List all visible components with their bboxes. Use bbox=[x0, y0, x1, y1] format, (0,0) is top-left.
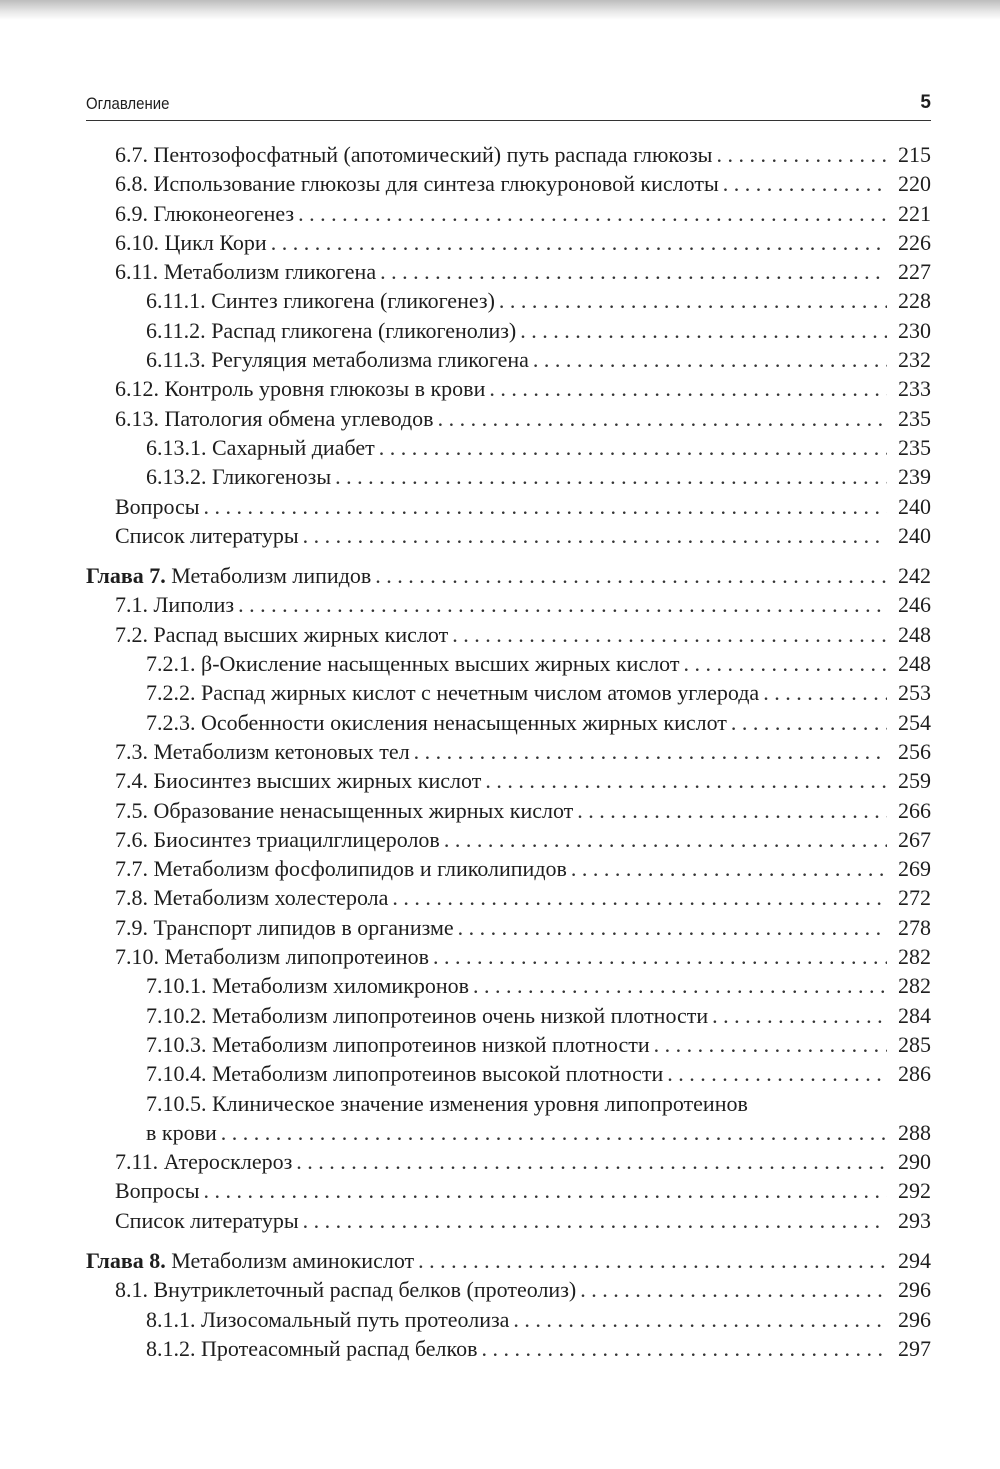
dot-leader bbox=[221, 1118, 887, 1147]
toc-entry-title: Регуляция метаболизма гликогена bbox=[211, 347, 529, 373]
toc-entry-text bbox=[115, 796, 573, 825]
dot-leader bbox=[418, 1246, 887, 1275]
toc-entry-text bbox=[115, 404, 434, 433]
toc-entry-page: 269 bbox=[898, 856, 931, 882]
toc-entry-title: Использование глюкозы для синтеза глюкуроновой кислоты bbox=[153, 171, 719, 197]
toc-entry-text bbox=[146, 1305, 509, 1334]
toc-entry-text bbox=[115, 228, 267, 257]
toc-entry-number: 6.7. bbox=[115, 142, 148, 167]
toc-entry-page: 242 bbox=[898, 563, 931, 589]
toc-entry-page: 266 bbox=[898, 797, 931, 823]
toc-entry-page: 221 bbox=[898, 200, 931, 226]
toc-entry-number: 7.2.1. bbox=[146, 651, 196, 677]
toc-entry-title: Патология обмена углеводов bbox=[164, 405, 434, 431]
toc-entry-number: 8.1. bbox=[115, 1277, 148, 1303]
dot-leader bbox=[473, 971, 887, 1000]
toc-entry-page: 226 bbox=[898, 229, 931, 255]
toc-entry-title: Синтез гликогена (гликогенез) bbox=[211, 288, 495, 314]
toc-entry bbox=[86, 345, 931, 374]
toc-entry-page: 228 bbox=[898, 288, 931, 314]
toc-entry-title: Вопросы bbox=[115, 1178, 200, 1204]
dot-leader bbox=[533, 345, 887, 374]
table-of-contents bbox=[86, 140, 931, 1363]
toc-entry-number: 7.2.2. bbox=[146, 680, 196, 706]
toc-entry bbox=[86, 1334, 931, 1363]
toc-entry-title: Список литературы bbox=[115, 1207, 299, 1233]
dot-leader bbox=[485, 766, 887, 795]
toc-entry-text bbox=[86, 1246, 414, 1275]
toc-entry-text bbox=[146, 433, 375, 462]
toc-entry-page: 286 bbox=[898, 1061, 931, 1087]
dot-leader bbox=[335, 462, 887, 491]
toc-entry-text bbox=[115, 737, 410, 766]
toc-entry bbox=[86, 404, 931, 433]
toc-entry-text bbox=[146, 708, 727, 737]
toc-entry-title: Метаболизм хиломикронов bbox=[212, 973, 470, 999]
toc-entry bbox=[86, 1089, 931, 1118]
toc-entry-text bbox=[146, 1089, 748, 1118]
toc-entry-page: 256 bbox=[898, 738, 931, 764]
toc-entry-number: 6.13.1. bbox=[146, 434, 207, 460]
toc-entry bbox=[86, 257, 931, 286]
toc-entry-number: 7.3. bbox=[115, 738, 148, 764]
toc-entry-text bbox=[115, 913, 454, 942]
toc-entry-title: Особенности окисления ненасыщенных жирных кислот bbox=[201, 709, 727, 735]
toc-entry-number: 6.11. bbox=[115, 259, 159, 285]
toc-entry-title: Биосинтез триацилглицеролов bbox=[153, 826, 440, 852]
toc-entry-number: 6.8. bbox=[115, 171, 148, 197]
toc-entry-number: 6.10. bbox=[115, 229, 159, 255]
dot-leader bbox=[375, 561, 887, 590]
toc-entry-page: 233 bbox=[898, 376, 931, 402]
toc-entry bbox=[86, 1176, 931, 1205]
toc-entry-title: Образование ненасыщенных жирных кислот bbox=[153, 797, 574, 823]
dot-leader bbox=[763, 678, 887, 707]
toc-entry-text bbox=[115, 590, 234, 619]
dot-leader bbox=[379, 433, 887, 462]
toc-entry-page: 290 bbox=[898, 1149, 931, 1175]
dot-leader bbox=[723, 169, 887, 198]
toc-entry-title: Биосинтез высших жирных кислот bbox=[153, 768, 482, 794]
toc-entry-text bbox=[115, 766, 481, 795]
toc-entry-page: 248 bbox=[898, 651, 931, 677]
dot-leader bbox=[571, 854, 887, 883]
page-number: 5 bbox=[920, 92, 931, 113]
dot-leader bbox=[392, 883, 887, 912]
toc-entry-number: 6.13. bbox=[115, 405, 159, 431]
toc-entry-page: 296 bbox=[898, 1277, 931, 1303]
toc-entry-title: Сахарный диабет bbox=[212, 434, 375, 460]
dot-leader bbox=[499, 286, 887, 315]
toc-entry bbox=[86, 883, 931, 912]
toc-entry bbox=[86, 620, 931, 649]
toc-entry-title: Список литературы bbox=[115, 522, 299, 548]
toc-entry-title: Распад жирных кислот с нечетным числом атомов углерода bbox=[201, 680, 760, 706]
toc-entry-text bbox=[146, 286, 495, 315]
dot-leader bbox=[489, 374, 887, 403]
dot-leader bbox=[296, 1147, 887, 1176]
toc-entry-number: 7.10.2. bbox=[146, 1002, 207, 1028]
toc-entry bbox=[86, 1275, 931, 1304]
dot-leader bbox=[303, 521, 887, 550]
dot-leader bbox=[380, 257, 887, 286]
toc-entry-number: 8.1.2. bbox=[146, 1335, 196, 1361]
dot-leader bbox=[654, 1030, 887, 1059]
toc-entry-page: 282 bbox=[898, 973, 931, 999]
toc-entry-text bbox=[115, 1176, 200, 1205]
dot-leader bbox=[481, 1334, 887, 1363]
toc-entry-number: 7.10. bbox=[115, 944, 159, 970]
toc-entry-text bbox=[115, 620, 448, 649]
dot-leader bbox=[452, 620, 887, 649]
toc-entry bbox=[86, 199, 931, 228]
toc-entry-page: 278 bbox=[898, 914, 931, 940]
dot-leader bbox=[298, 199, 887, 228]
toc-entry bbox=[86, 854, 931, 883]
toc-entry bbox=[86, 521, 931, 550]
toc-entry bbox=[86, 228, 931, 257]
toc-entry-title: Клиническое значение изменения уровня липопротеинов bbox=[212, 1090, 748, 1116]
dot-leader bbox=[204, 492, 887, 521]
dot-leader bbox=[271, 228, 887, 257]
toc-entry-page: 240 bbox=[898, 493, 931, 519]
toc-entry-page: 246 bbox=[898, 592, 931, 618]
toc-entry bbox=[86, 971, 931, 1000]
toc-entry-text bbox=[115, 883, 388, 912]
toc-entry-text bbox=[115, 825, 440, 854]
toc-entry-number: 6.11.1. bbox=[146, 288, 206, 314]
toc-entry-text bbox=[146, 649, 680, 678]
toc-chapter-entry bbox=[86, 1246, 931, 1275]
toc-entry-number: 7.10.3. bbox=[146, 1031, 207, 1057]
toc-entry bbox=[86, 169, 931, 198]
toc-entry-page: 220 bbox=[898, 171, 931, 197]
toc-entry bbox=[86, 1147, 931, 1176]
toc-entry-page: 232 bbox=[898, 347, 931, 373]
dot-leader bbox=[580, 1275, 887, 1304]
toc-entry-title: Метаболизм липопротеинов bbox=[164, 944, 429, 970]
toc-entry bbox=[86, 825, 931, 854]
toc-entry-title: Гликогенозы bbox=[212, 464, 332, 490]
toc-entry-title: Контроль уровня глюкозы в крови bbox=[164, 376, 486, 402]
dot-leader bbox=[520, 316, 887, 345]
toc-entry-text bbox=[146, 1001, 708, 1030]
toc-entry-page: 288 bbox=[898, 1119, 931, 1145]
dot-leader bbox=[444, 825, 887, 854]
toc-entry-number: 8.1.1. bbox=[146, 1306, 196, 1332]
toc-entry-number: Глава 7. bbox=[86, 563, 166, 589]
dot-leader bbox=[684, 649, 887, 678]
toc-entry-page: 248 bbox=[898, 621, 931, 647]
toc-entry-title: Метаболизм липопротеинов низкой плотности bbox=[212, 1031, 650, 1057]
toc-entry-title: Метаболизм гликогена bbox=[163, 259, 377, 285]
toc-entry-text bbox=[115, 374, 485, 403]
toc-entry-page: 259 bbox=[898, 768, 931, 794]
toc-entry-title: Внутриклеточный распад белков (протеолиз) bbox=[153, 1277, 577, 1303]
toc-entry-title: Метаболизм липидов bbox=[171, 563, 372, 589]
toc-entry-text bbox=[146, 1030, 650, 1059]
toc-entry-page: 227 bbox=[898, 259, 931, 285]
toc-entry-number: 6.11.2. bbox=[146, 317, 206, 343]
toc-entry bbox=[86, 649, 931, 678]
toc-entry-page: 239 bbox=[898, 464, 931, 490]
toc-entry bbox=[86, 433, 931, 462]
dot-leader bbox=[303, 1206, 887, 1235]
toc-entry-title: в крови bbox=[146, 1119, 217, 1145]
toc-entry bbox=[86, 462, 931, 491]
toc-entry-page: 253 bbox=[898, 680, 931, 706]
toc-entry-number: 7.4. bbox=[115, 768, 148, 794]
toc-entry-page: 297 bbox=[898, 1335, 931, 1361]
toc-entry-title: Распад гликогена (гликогенолиз) bbox=[211, 317, 517, 343]
toc-entry-page: 235 bbox=[898, 405, 931, 431]
toc-entry-number: 7.10.4. bbox=[146, 1061, 207, 1087]
toc-entry-number: 7.1. bbox=[115, 592, 148, 618]
toc-entry-text bbox=[115, 199, 294, 228]
toc-entry-text bbox=[115, 492, 200, 521]
toc-entry bbox=[86, 678, 931, 707]
toc-entry-page: 272 bbox=[898, 885, 931, 911]
dot-leader bbox=[577, 796, 887, 825]
toc-entry-text bbox=[86, 561, 371, 590]
toc-entry-page: 284 bbox=[898, 1002, 931, 1028]
toc-entry bbox=[86, 1059, 931, 1088]
toc-entry-title: Протеасомный распад белков bbox=[201, 1335, 478, 1361]
toc-entry-page: 240 bbox=[898, 522, 931, 548]
toc-entry bbox=[86, 1206, 931, 1235]
toc-entry-title: Пентозофосфатный (апотомический) путь распада глюкозы bbox=[153, 142, 713, 167]
toc-entry-number: 6.13.2. bbox=[146, 464, 207, 490]
running-header bbox=[86, 90, 931, 121]
toc-entry-title: Вопросы bbox=[115, 493, 200, 519]
toc-entry-text bbox=[115, 521, 299, 550]
dot-leader bbox=[731, 708, 887, 737]
toc-entry-page: 296 bbox=[898, 1306, 931, 1332]
running-header-title: Оглавление bbox=[86, 94, 170, 113]
toc-chapter-entry bbox=[86, 561, 931, 590]
toc-entry-title: Липолиз bbox=[153, 592, 235, 618]
toc-entry bbox=[86, 796, 931, 825]
toc-entry-text bbox=[146, 316, 516, 345]
toc-entry bbox=[86, 1305, 931, 1334]
toc-entry-text bbox=[115, 1275, 576, 1304]
toc-entry-text bbox=[146, 462, 331, 491]
toc-entry-text bbox=[146, 678, 759, 707]
dot-leader bbox=[433, 942, 887, 971]
dot-leader bbox=[458, 913, 887, 942]
toc-entry bbox=[86, 286, 931, 315]
toc-entry-page: 282 bbox=[898, 944, 931, 970]
toc-entry-title: Метаболизм холестерола bbox=[153, 885, 389, 911]
toc-entry bbox=[86, 708, 931, 737]
toc-entry-title: Распад высших жирных кислот bbox=[153, 621, 449, 647]
toc-entry-title: Цикл Кори bbox=[164, 229, 267, 255]
toc-entry bbox=[86, 374, 931, 403]
toc-entry-page: 254 bbox=[898, 709, 931, 735]
toc-entry-text bbox=[115, 169, 719, 198]
toc-entry-title: Метаболизм липопротеинов очень низкой плотности bbox=[212, 1002, 709, 1028]
toc-entry-number: 7.10.5. bbox=[146, 1090, 207, 1116]
toc-entry-text bbox=[115, 1206, 299, 1235]
toc-entry bbox=[86, 913, 931, 942]
toc-entry-number: 6.11.3. bbox=[146, 347, 206, 373]
toc-entry-title: Глюконеогенез bbox=[153, 200, 295, 226]
toc-entry-page: 215 bbox=[898, 142, 931, 167]
toc-entry-page: 230 bbox=[898, 317, 931, 343]
toc-entry-number: 7.8. bbox=[115, 885, 148, 911]
toc-entry-page: 292 bbox=[898, 1178, 931, 1204]
scan-edge-shadow bbox=[0, 0, 1000, 20]
toc-entry bbox=[86, 590, 931, 619]
dot-leader bbox=[513, 1305, 887, 1334]
toc-entry-number: 7.10.1. bbox=[146, 973, 207, 999]
toc-entry-text bbox=[146, 971, 469, 1000]
toc-entry-text bbox=[115, 854, 567, 883]
toc-entry-title: β-Окисление насыщенных высших жирных кислот bbox=[201, 651, 680, 677]
toc-entry-text bbox=[146, 1118, 217, 1147]
toc-entry-page: 293 bbox=[898, 1207, 931, 1233]
toc-entry-text bbox=[115, 942, 429, 971]
toc-entry-title: Атеросклероз bbox=[163, 1149, 293, 1175]
dot-leader bbox=[414, 737, 887, 766]
toc-entry bbox=[86, 1118, 931, 1147]
toc-entry-number: 7.9. bbox=[115, 914, 148, 940]
dot-leader bbox=[238, 590, 887, 619]
toc-entry-number: 7.6. bbox=[115, 826, 148, 852]
toc-entry-text bbox=[115, 257, 376, 286]
dot-leader bbox=[204, 1176, 887, 1205]
toc-entry-title: Метаболизм кетоновых тел bbox=[153, 738, 410, 764]
toc-entry-number: 6.9. bbox=[115, 200, 148, 226]
toc-entry-number: 7.2. bbox=[115, 621, 148, 647]
toc-entry-text bbox=[146, 1059, 663, 1088]
toc-entry-text bbox=[146, 345, 529, 374]
toc-entry-page: 235 bbox=[898, 434, 931, 460]
toc-entry-number: 7.5. bbox=[115, 797, 148, 823]
toc-entry-page: 294 bbox=[898, 1247, 931, 1273]
toc-entry bbox=[86, 1030, 931, 1059]
toc-entry-title: Метаболизм фосфолипидов и гликолипидов bbox=[153, 856, 567, 882]
toc-entry bbox=[86, 316, 931, 345]
dot-leader bbox=[438, 404, 887, 433]
toc-entry-text bbox=[146, 1334, 477, 1363]
dot-leader bbox=[716, 140, 887, 169]
toc-entry-page: 285 bbox=[898, 1031, 931, 1057]
toc-entry-title: Метаболизм липопротеинов высокой плотности bbox=[212, 1061, 664, 1087]
toc-entry bbox=[86, 1001, 931, 1030]
toc-entry-number: 6.12. bbox=[115, 376, 159, 402]
toc-entry bbox=[86, 942, 931, 971]
toc-entry-title: Метаболизм аминокислот bbox=[171, 1247, 415, 1273]
toc-entry-text bbox=[115, 1147, 292, 1176]
toc-entry bbox=[86, 766, 931, 795]
toc-entry bbox=[86, 492, 931, 521]
toc-entry-number: 7.2.3. bbox=[146, 709, 196, 735]
toc-entry bbox=[86, 140, 931, 169]
toc-entry bbox=[86, 737, 931, 766]
toc-entry-title: Транспорт липидов в организме bbox=[153, 914, 454, 940]
toc-entry-text bbox=[115, 140, 712, 169]
dot-leader bbox=[667, 1059, 887, 1088]
toc-entry-title: Лизосомальный путь протеолиза bbox=[201, 1306, 510, 1332]
toc-entry-number: 7.7. bbox=[115, 856, 148, 882]
toc-entry-number: Глава 8. bbox=[86, 1247, 166, 1273]
dot-leader bbox=[712, 1001, 887, 1030]
toc-entry-page: 267 bbox=[898, 826, 931, 852]
toc-entry-number: 7.11. bbox=[115, 1149, 159, 1175]
